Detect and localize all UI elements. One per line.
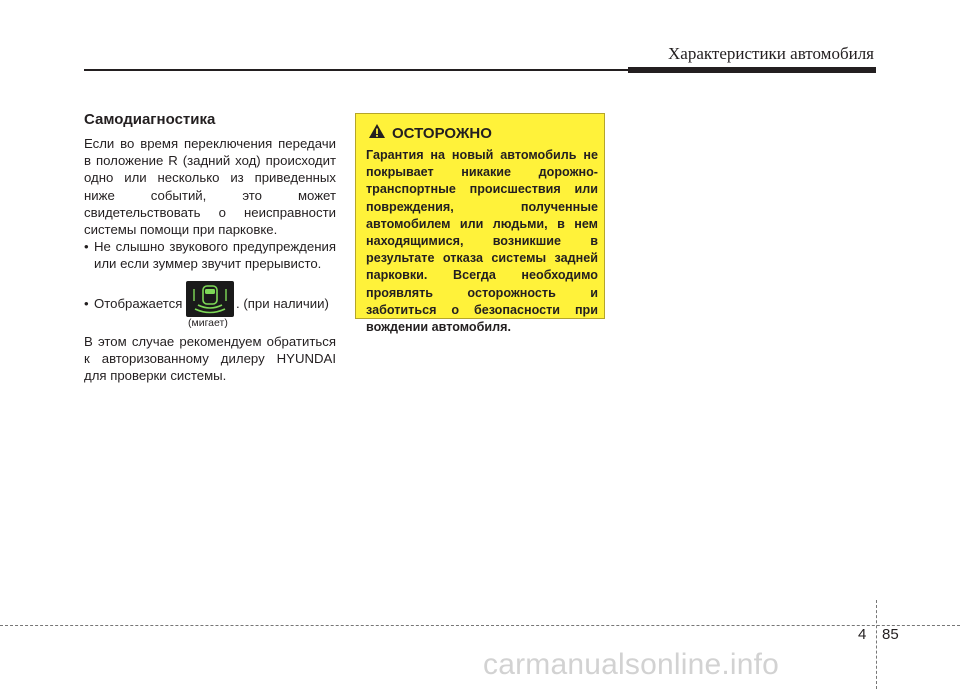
bullet-item-no-sound [84,238,336,272]
self-diagnosis-section [84,111,336,384]
footer-divider [876,600,877,689]
caution-title: ОСТОРОЖНО [392,125,492,142]
caution-box [355,113,605,335]
intro-paragraph: Если во время переключения передачи в положение R (задний ход) происходит одно или несколько из приведенных ниже событий, это может свидетельствовать о неисправности системы помощи при парковке. [84,136,336,238]
recommend-paragraph: В этом случае рекомендуем обратиться к авторизованному дилеру HYUNDAI для проверки системы. [84,333,336,384]
blink-note: (мигает) [188,316,228,329]
bullet-text-after: . (при наличии) [236,295,329,311]
bullet-dot: • [84,239,89,255]
bullet-item-icon-displayed [84,281,336,333]
bullet-dot: • [84,295,89,311]
watermark: carmanualsonline.info [483,648,780,681]
footer-rule [0,625,960,626]
header-title: Характеристики автомобиля [668,44,874,63]
caution-body: Гарантия на новый автомобиль не покрывает никакие дорожно-транспортные происшествия или повреждения, полученные автомобилем или людьми, в нем находящимися, возникшие в результате отказа системы задней парковки. Всегда необходимо проявлять осторожность и заботиться о безопасности при вождении автомобиля. [366,148,598,335]
caution-title-row [368,123,492,144]
page-number: 85 [882,626,899,643]
bullet-text-before: Отображается [94,295,183,311]
header-rule-accent [628,67,876,73]
bullet-text: Не слышно звукового предупреждения или если зуммер звучит прерывисто. [94,239,336,272]
section-heading: Самодиагностика [84,111,216,128]
warning-triangle-icon [368,123,386,144]
chapter-number: 4 [858,626,867,643]
parking-assist-icon [186,281,234,317]
